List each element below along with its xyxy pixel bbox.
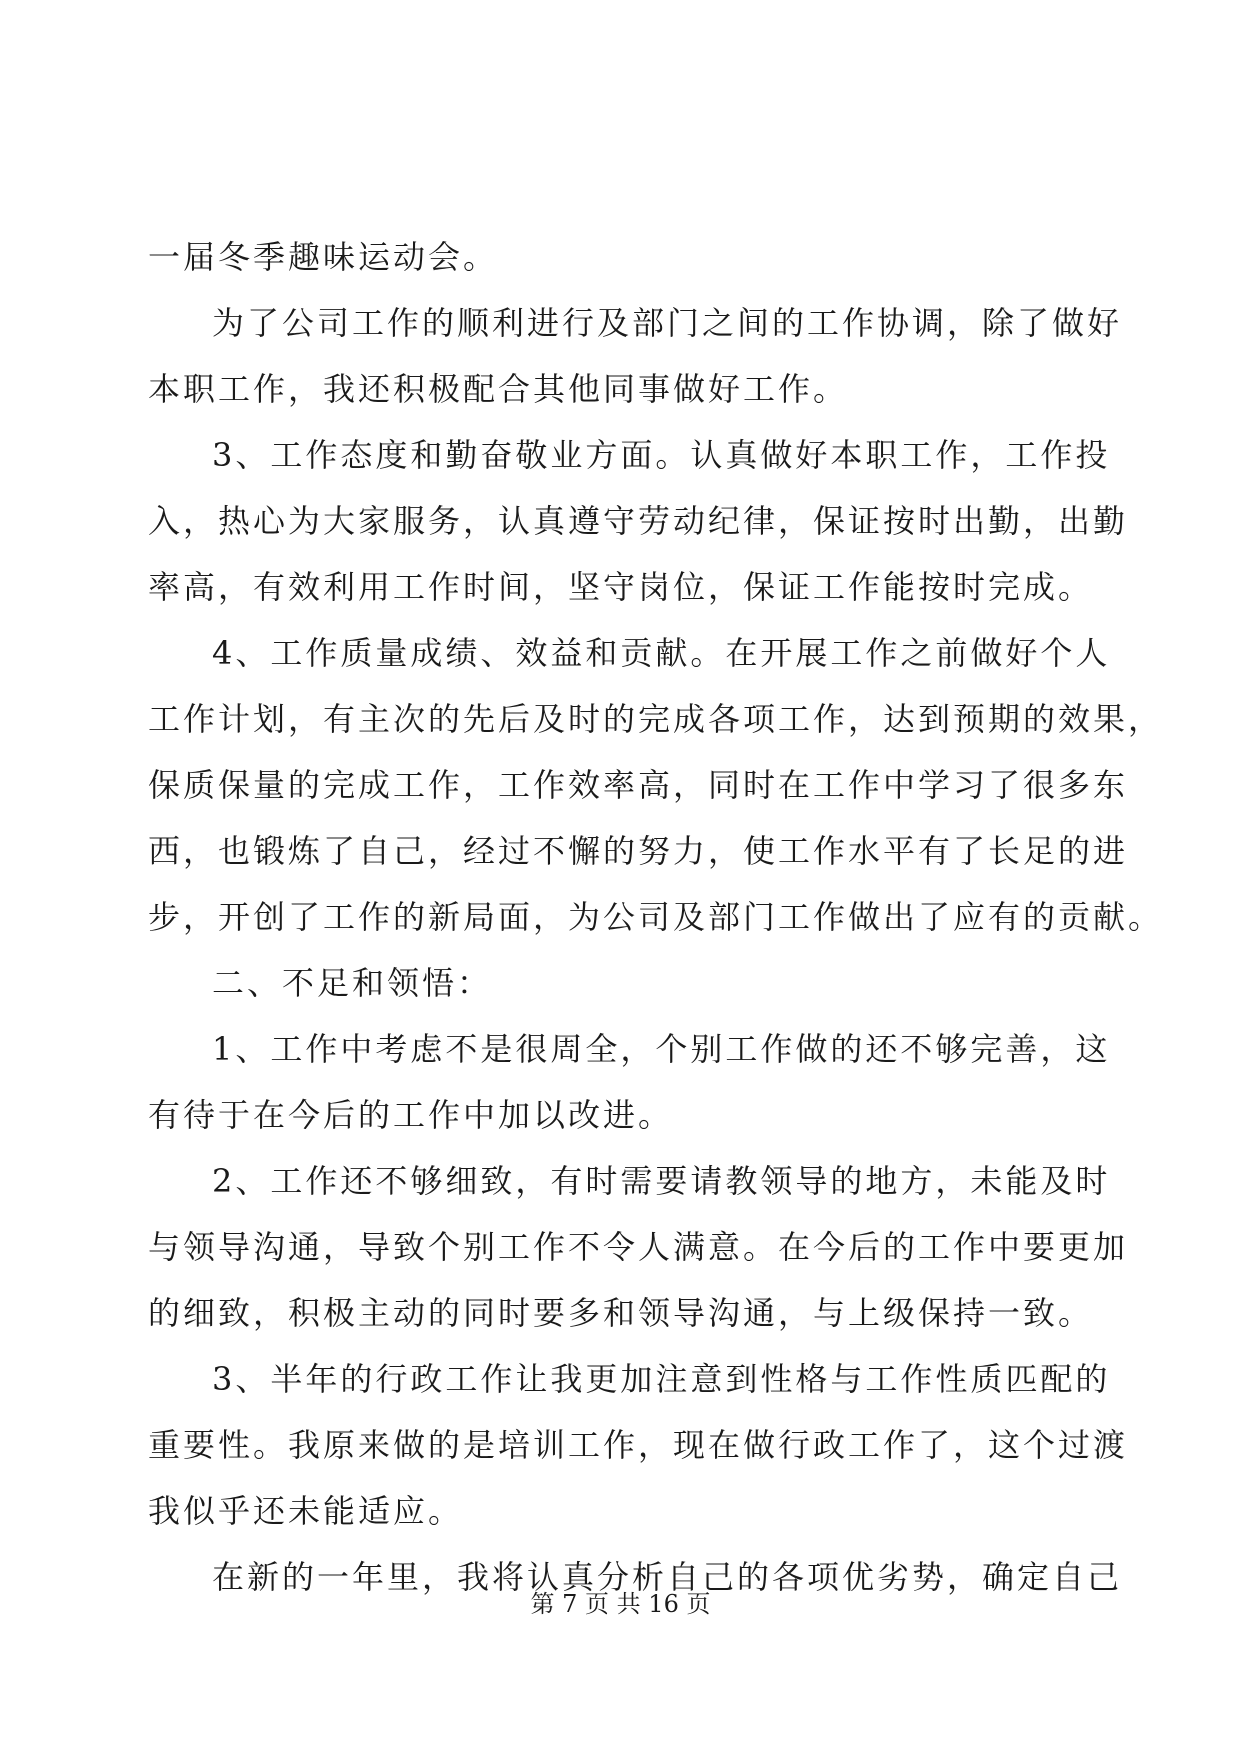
text-line: 率高，有效利用工作时间，坚守岗位，保证工作能按时完成。	[148, 568, 1094, 606]
text-line: 3、工作态度和勤奋敬业方面。认真做好本职工作，工作投	[212, 436, 1111, 474]
text-line: 西，也锻炼了自己，经过不懈的努力，使工作水平有了长足的进	[148, 832, 1129, 870]
text-line: 二、不足和领悟：	[212, 964, 493, 1002]
text-line: 一届冬季趣味运动会。	[148, 238, 499, 276]
text-line: 我似乎还未能适应。	[148, 1492, 464, 1530]
text-line: 1、工作中考虑不是很周全，个别工作做的还不够完善，这	[212, 1030, 1111, 1068]
text-line: 工作计划，有主次的先后及时的完成各项工作，达到预期的效果，	[148, 700, 1164, 738]
text-line: 的细致，积极主动的同时要多和领导沟通，与上级保持一致。	[148, 1294, 1094, 1332]
document-body	[148, 224, 1164, 1610]
text-line: 2、工作还不够细致，有时需要请教领导的地方，未能及时	[212, 1162, 1111, 1200]
text-line: 4、工作质量成绩、效益和贡献。在开展工作之前做好个人	[212, 634, 1111, 672]
text-line: 3、半年的行政工作让我更加注意到性格与工作性质匹配的	[212, 1360, 1111, 1398]
text-line: 步，开创了工作的新局面，为公司及部门工作做出了应有的贡献。	[148, 898, 1164, 936]
page-number-footer: 第 7 页 共 16 页	[530, 1590, 711, 1618]
text-line: 保质保量的完成工作，工作效率高，同时在工作中学习了很多东	[148, 766, 1129, 804]
text-line: 与领导沟通，导致个别工作不令人满意。在今后的工作中要更加	[148, 1228, 1129, 1266]
text-line: 在新的一年里，我将认真分析自己的各项优劣势，确定自己	[212, 1558, 1123, 1596]
text-line: 有待于在今后的工作中加以改进。	[148, 1096, 674, 1134]
text-line: 为了公司工作的顺利进行及部门之间的工作协调，除了做好	[212, 304, 1123, 342]
text-line: 重要性。我原来做的是培训工作，现在做行政工作了，这个过渡	[148, 1426, 1129, 1464]
text-line: 本职工作，我还积极配合其他同事做好工作。	[148, 370, 849, 408]
text-line: 入，热心为大家服务，认真遵守劳动纪律，保证按时出勤，出勤	[148, 502, 1129, 540]
